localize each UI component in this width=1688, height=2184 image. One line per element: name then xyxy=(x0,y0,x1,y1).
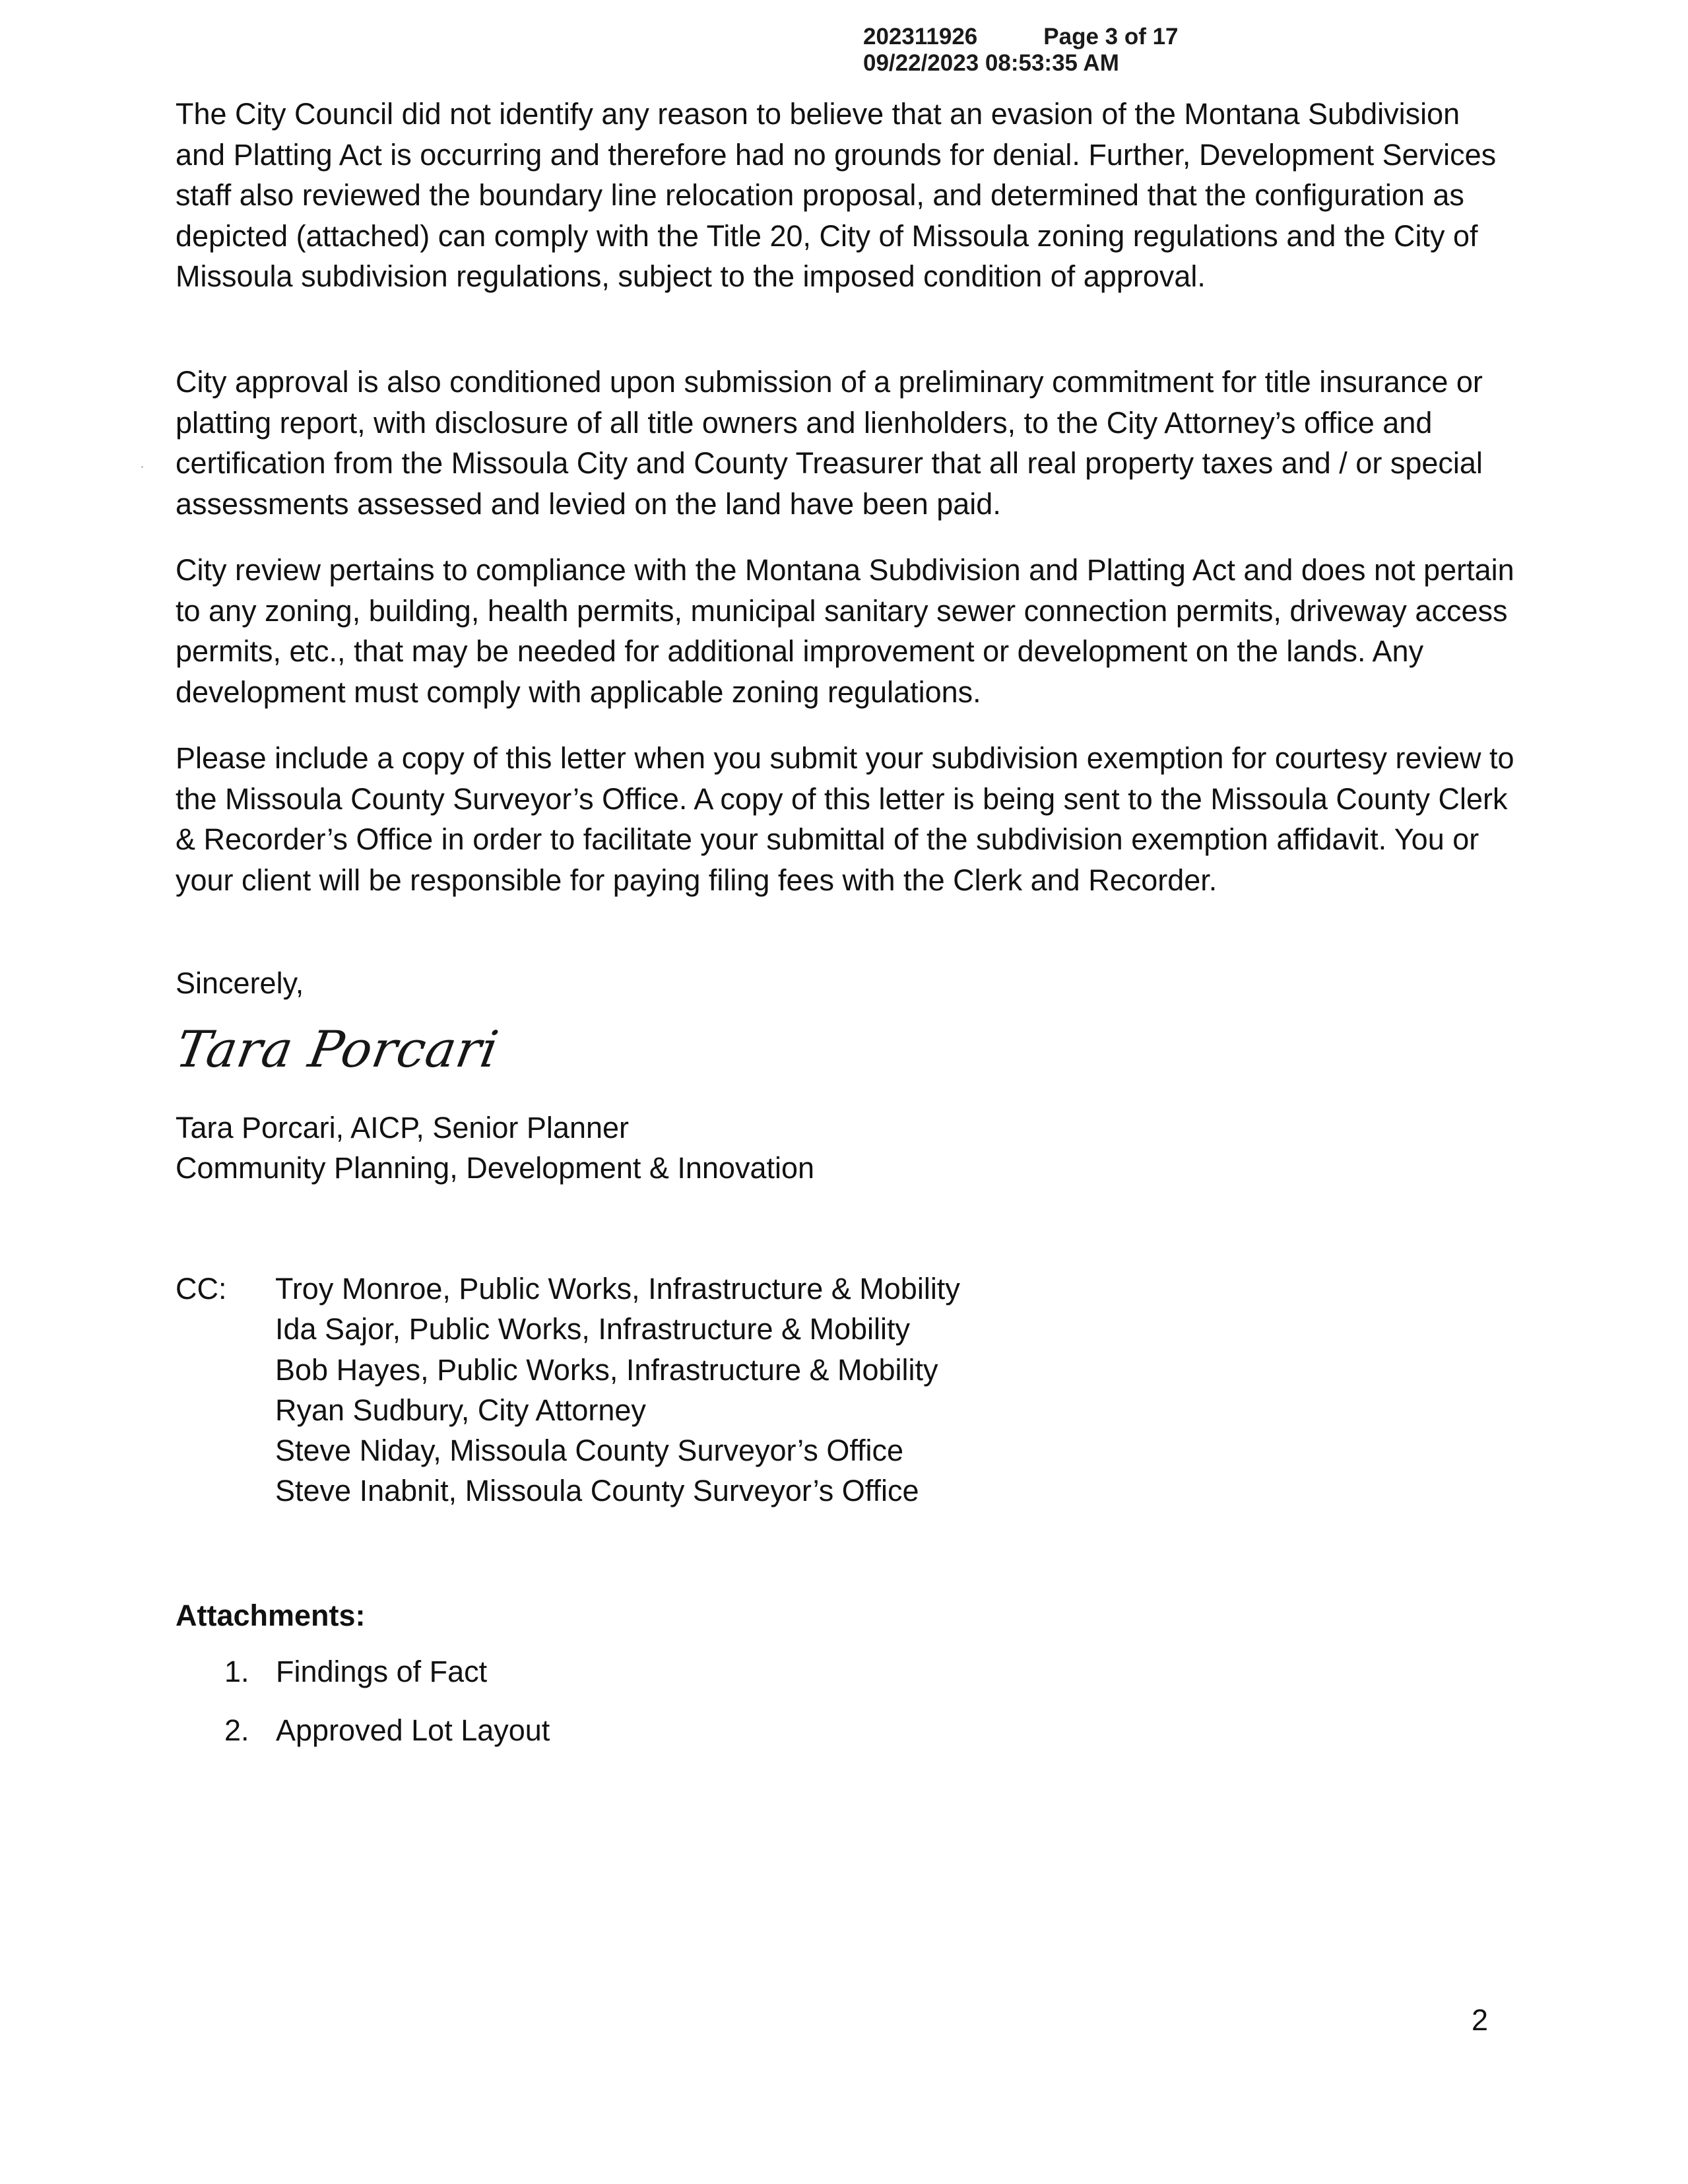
attachments-list xyxy=(224,1651,550,1769)
paragraph-approval-conditions: City approval is also conditioned upon submission of a preliminary commitment for title insurance or platting report, with disclosure of all title owners and lienholders, to the City Attorney’s office and certification from the Missoula City and County Treasurer that all real property taxes and / or special assessments assessed and levied on the land have been paid. xyxy=(176,365,1483,521)
attachment-label: Findings of Fact xyxy=(276,1655,488,1688)
signature-block xyxy=(176,1108,814,1188)
paragraph-submittal-instructions: Please include a copy of this letter when you submit your subdivision exemption for courtesy review to the Missoula County Surveyor’s Office. A copy of this letter is being sent to the Missoula County Clerk & Recorder’s Office in order to facilitate your submittal of the subdivision exemption affidavit. You or your client will be responsible for paying filing fees with the Clerk and Recorder. xyxy=(176,741,1514,897)
scan-speck xyxy=(141,466,143,468)
page-number: 2 xyxy=(1472,2003,1489,2037)
attachment-number: 2. xyxy=(224,1713,249,1747)
attachments-heading: Attachments: xyxy=(176,1599,366,1632)
document-number: 202311926 xyxy=(863,24,978,50)
cc-label: CC: xyxy=(176,1272,227,1306)
recording-datetime: 09/22/2023 08:53:35 AM xyxy=(863,50,1119,76)
attachment-item xyxy=(224,1710,550,1769)
page-info: Page 3 of 17 xyxy=(1043,24,1179,50)
cc-recipient: Ryan Sudbury, City Attorney xyxy=(275,1393,646,1427)
signer-name-title: Tara Porcari, AICP, Senior Planner xyxy=(176,1111,630,1144)
handwritten-signature: Tara Porcari xyxy=(172,1020,503,1078)
signer-department: Community Planning, Development & Innovation xyxy=(176,1151,815,1185)
cc-recipient: Troy Monroe, Public Works, Infrastructure & Mobility xyxy=(275,1272,960,1306)
cc-recipient: Bob Hayes, Public Works, Infrastructure & Mobility xyxy=(275,1352,938,1387)
cc-recipient: Ida Sajor, Public Works, Infrastructure & Mobility xyxy=(275,1312,911,1346)
paragraph-review-scope: City review pertains to compliance with the Montana Subdivision and Platting Act and does not pertain to any zoning, building, health permits, municipal sanitary sewer connection permits, driveway access permits, etc., that may be needed for additional improvement or development on the lands. Any development must comply with applicable zoning regulations. xyxy=(176,553,1514,709)
recording-stamp xyxy=(863,24,1179,77)
attachment-item xyxy=(224,1651,550,1710)
cc-recipient: Steve Inabnit, Missoula County Surveyor’s Office xyxy=(275,1474,919,1508)
cc-list xyxy=(275,1269,960,1511)
attachment-label: Approved Lot Layout xyxy=(276,1713,550,1747)
closing-salutation: Sincerely, xyxy=(176,966,304,1000)
paragraph-council-findings: The City Council did not identify any reason to believe that an evasion of the Montana Subdivision and Platting Act is occurring and therefore had no grounds for denial. Further, Development Services staff also reviewed the boundary line relocation proposal, and determined that the configuration as depicted (attached) can comply with the Title 20, City of Missoula zoning regulations and the City of Missoula subdivision regulations, subject to the imposed condition of approval. xyxy=(176,97,1497,293)
attachment-number: 1. xyxy=(224,1655,249,1688)
cc-recipient: Steve Niday, Missoula County Surveyor’s Office xyxy=(275,1434,904,1468)
